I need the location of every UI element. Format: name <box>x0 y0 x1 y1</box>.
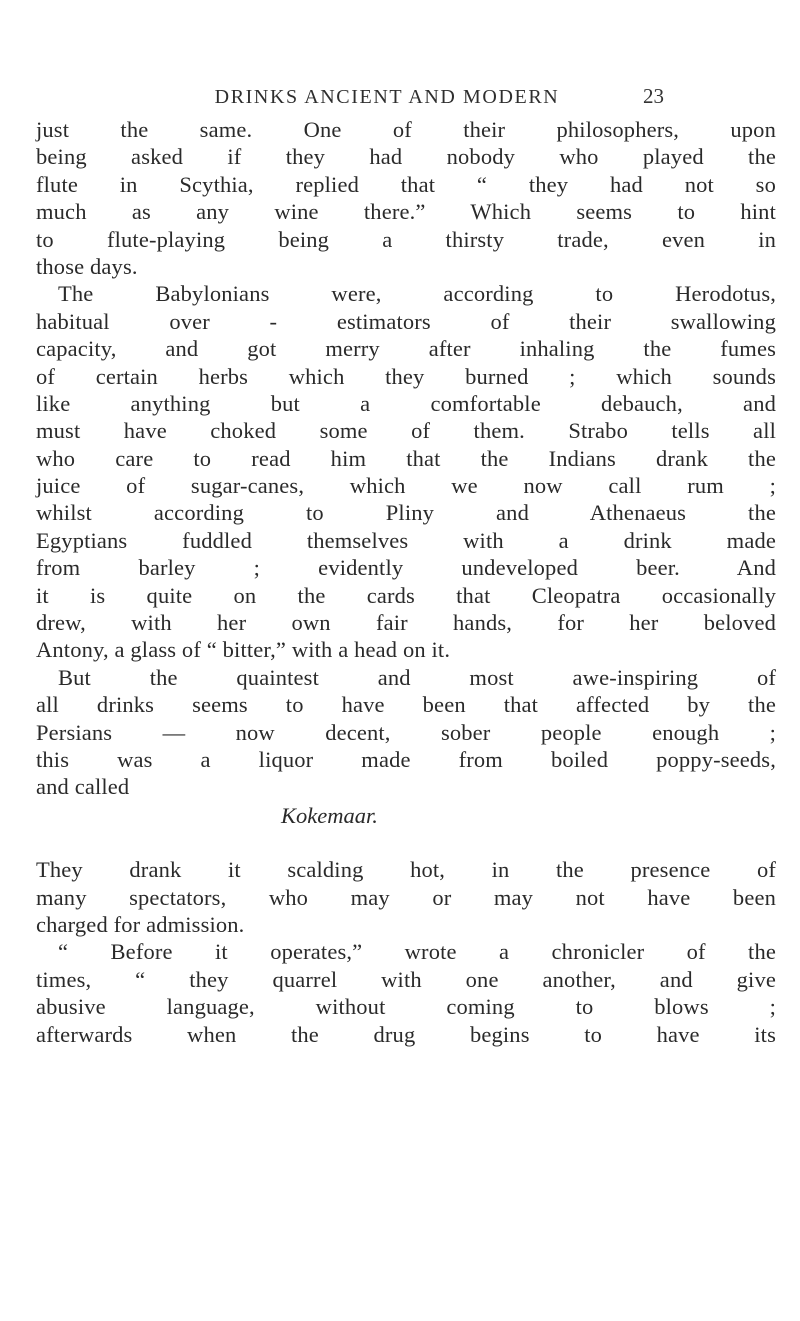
text-line: “ Before it operates,” wrote a chronicler of the <box>58 939 776 965</box>
text-line: to flute-playing being a thirsty trade, even in <box>36 226 776 252</box>
text-line: all drinks seems to have been that affected by the <box>36 692 776 718</box>
text-line: Egyptians fuddled themselves with a drink made <box>36 527 776 553</box>
text-line: many spectators, who may or may not have been <box>36 884 776 910</box>
text-line: Persians — now decent, sober people enough ; <box>36 719 776 745</box>
text-line: it is quite on the cards that Cleopatra occasionally <box>36 582 776 608</box>
text-line: capacity, and got merry after inhaling the fumes <box>36 336 776 362</box>
text-line: drew, with her own fair hands, for her beloved <box>36 610 776 636</box>
text-line: They drank it scalding hot, in the presence of <box>36 857 776 883</box>
text-line: times, “ they quarrel with one another, and give <box>36 966 776 992</box>
text-line: afterwards when the drug begins to have its <box>36 1021 776 1047</box>
text-line: like anything but a comfortable debauch, and <box>36 390 776 416</box>
running-header: DRINKS ANCIENT AND MODERN <box>214 86 560 108</box>
text-line: juice of sugar-canes, which we now call rum ; <box>36 473 776 499</box>
text-line: The Babylonians were, according to Herodotus, <box>58 281 776 307</box>
text-line: just the same. One of their philosophers, upon <box>36 117 776 142</box>
text-line: flute in Scythia, replied that “ they had not so <box>36 171 776 197</box>
text-line: those days. <box>36 253 138 279</box>
text-line: charged for admission. <box>36 911 245 937</box>
text-line: But the quaintest and most awe-inspiring of <box>58 664 776 690</box>
text-line: must have choked some of them. Strabo tells all <box>36 418 776 444</box>
text-line: Antony, a glass of “ bitter,” with a head on it. <box>36 637 451 663</box>
text-line: from barley ; evidently undeveloped beer. And <box>36 555 776 581</box>
body-text <box>36 116 776 1048</box>
text-line: much as any wine there.” Which seems to hint <box>36 199 776 225</box>
text-line: this was a liquor made from boiled poppy-seeds, <box>36 746 776 772</box>
text-line: and called <box>36 774 130 800</box>
text-line: habitual over - estimators of their swallowing <box>36 308 776 334</box>
text-line: whilst according to Pliny and Athenaeus the <box>36 500 776 526</box>
text-line: being asked if they had nobody who played the <box>36 144 776 170</box>
text-line: abusive language, without coming to blows ; <box>36 994 776 1020</box>
text-line: who care to read him that the Indians drank the <box>36 445 776 471</box>
page-number: 23 <box>643 84 664 108</box>
text-line: of certain herbs which they burned ; which sounds <box>36 363 776 389</box>
drink-name: Kokemaar. <box>281 802 378 828</box>
